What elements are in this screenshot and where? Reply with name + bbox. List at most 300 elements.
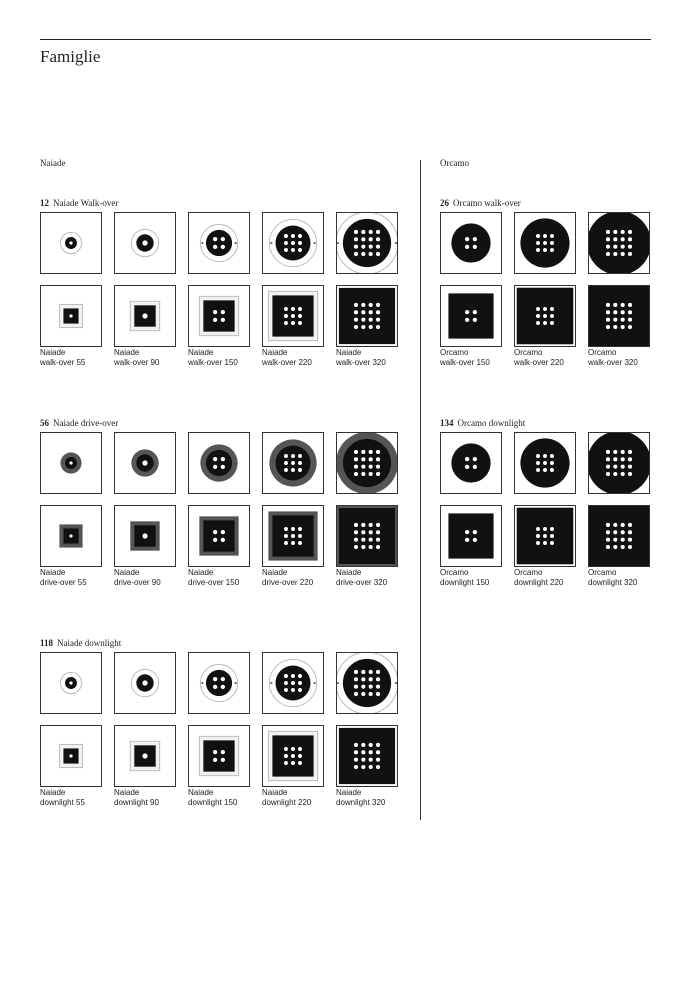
led-dot xyxy=(606,545,610,549)
product-name: Naiade xyxy=(188,788,214,797)
led-dot xyxy=(628,530,632,534)
led-dot xyxy=(291,681,295,685)
led-dot xyxy=(369,685,373,689)
led-dot xyxy=(361,692,365,696)
led-dot xyxy=(628,252,632,256)
led-dot xyxy=(606,538,610,542)
product-image-round xyxy=(40,652,102,714)
led-dot xyxy=(221,685,225,689)
led-dot xyxy=(543,241,547,245)
fixture-drawing xyxy=(263,653,323,713)
led-dot xyxy=(613,538,617,542)
product-image-square xyxy=(336,505,398,567)
section-title xyxy=(440,418,525,428)
fixture-body xyxy=(339,288,395,344)
led-dot xyxy=(628,325,632,329)
led-dot xyxy=(369,750,373,754)
led-dot xyxy=(284,674,288,678)
fixture-body xyxy=(589,213,649,273)
led-dot xyxy=(213,237,217,241)
fixture-drawing xyxy=(441,213,501,273)
product-caption xyxy=(440,568,510,588)
led-dot xyxy=(354,545,358,549)
led-dot xyxy=(291,761,295,765)
product-image-round xyxy=(336,212,398,274)
led-dot xyxy=(613,457,617,461)
led-dot xyxy=(613,310,617,314)
led-dot xyxy=(284,461,288,465)
product-variant: walk-over 320 xyxy=(588,358,638,367)
led-dot xyxy=(536,454,540,458)
led-dot xyxy=(221,310,225,314)
led-dot xyxy=(543,534,547,538)
led-dot xyxy=(543,234,547,238)
led-dot xyxy=(606,472,610,476)
product-name: Naiade xyxy=(40,788,66,797)
led-dot xyxy=(376,318,380,322)
led-dot xyxy=(376,685,380,689)
led-dot xyxy=(543,454,547,458)
led-dot xyxy=(361,685,365,689)
led-dot xyxy=(628,303,632,307)
fixture-body xyxy=(206,230,232,256)
product-variant: walk-over 55 xyxy=(40,358,86,367)
fixture-drawing xyxy=(189,286,249,346)
product-image-square xyxy=(262,285,324,347)
led-dot xyxy=(628,230,632,234)
led-dot xyxy=(291,674,295,678)
led-dot xyxy=(465,310,469,314)
fixture-body xyxy=(448,513,493,558)
led-dot xyxy=(291,534,295,538)
led-dot xyxy=(284,468,288,472)
fixture-drawing xyxy=(115,653,175,713)
led-dot xyxy=(284,527,288,531)
section-name: Naiade downlight xyxy=(57,638,122,648)
product-caption xyxy=(336,788,406,808)
fixture-body xyxy=(203,300,234,331)
led-dot xyxy=(354,472,358,476)
led-dot xyxy=(550,454,554,458)
led-dot xyxy=(473,318,477,322)
led-dot xyxy=(613,230,617,234)
screw-dot xyxy=(314,682,316,684)
product-image-square xyxy=(440,505,502,567)
fixture-body xyxy=(589,286,649,346)
led-dot xyxy=(213,677,217,681)
led-dot xyxy=(284,314,288,318)
led-dot xyxy=(376,743,380,747)
led-dot xyxy=(69,461,72,464)
product-caption xyxy=(114,788,184,808)
led-dot xyxy=(361,237,365,241)
product-name: Orcamo xyxy=(588,348,617,357)
led-dot xyxy=(465,457,469,461)
fixture-body xyxy=(203,520,234,551)
led-dot xyxy=(369,450,373,454)
fixture-drawing xyxy=(589,286,649,346)
led-dot xyxy=(550,541,554,545)
led-dot xyxy=(536,534,540,538)
led-dot xyxy=(298,248,302,252)
fixture-body xyxy=(343,219,391,267)
led-dot xyxy=(221,245,225,249)
led-dot xyxy=(284,454,288,458)
product-variant: downlight 320 xyxy=(336,798,386,807)
led-dot xyxy=(69,534,72,537)
fixture-drawing xyxy=(41,653,101,713)
led-dot xyxy=(369,530,373,534)
led-dot xyxy=(369,230,373,234)
led-dot xyxy=(142,313,147,318)
led-dot xyxy=(291,461,295,465)
led-dot xyxy=(628,450,632,454)
led-dot xyxy=(376,765,380,769)
family-label-naiade: Naiade xyxy=(40,158,66,168)
led-dot xyxy=(291,234,295,238)
led-dot xyxy=(298,541,302,545)
led-dot xyxy=(621,325,625,329)
led-dot xyxy=(291,241,295,245)
product-image-round xyxy=(514,432,576,494)
led-dot xyxy=(543,314,547,318)
led-dot xyxy=(550,527,554,531)
product-variant: drive-over 150 xyxy=(188,578,240,587)
top-rule xyxy=(40,39,651,40)
led-dot xyxy=(361,538,365,542)
led-dot xyxy=(369,743,373,747)
fixture-drawing xyxy=(41,286,101,346)
led-dot xyxy=(613,530,617,534)
product-name: Orcamo xyxy=(514,348,543,357)
led-dot xyxy=(376,457,380,461)
led-dot xyxy=(621,530,625,534)
led-dot xyxy=(284,534,288,538)
led-dot xyxy=(354,538,358,542)
fixture-body xyxy=(206,450,232,476)
product-image-round xyxy=(188,212,250,274)
fixture-drawing xyxy=(189,213,249,273)
led-dot xyxy=(550,307,554,311)
led-dot xyxy=(376,692,380,696)
led-dot xyxy=(376,303,380,307)
led-dot xyxy=(613,465,617,469)
led-dot xyxy=(369,692,373,696)
led-dot xyxy=(465,465,469,469)
led-dot xyxy=(298,534,302,538)
product-image-square xyxy=(514,505,576,567)
led-dot xyxy=(361,523,365,527)
led-dot xyxy=(298,527,302,531)
product-caption xyxy=(262,568,332,588)
product-caption xyxy=(40,788,110,808)
fixture-drawing xyxy=(515,433,575,493)
product-caption xyxy=(114,348,184,368)
led-dot xyxy=(291,747,295,751)
led-dot xyxy=(221,758,225,762)
fixture-drawing xyxy=(115,726,175,786)
fixture-body xyxy=(343,659,391,707)
led-dot xyxy=(221,457,225,461)
led-dot xyxy=(361,530,365,534)
product-image-round xyxy=(40,432,102,494)
led-dot xyxy=(473,237,477,241)
product-variant: walk-over 220 xyxy=(262,358,312,367)
led-dot xyxy=(376,230,380,234)
led-dot xyxy=(298,761,302,765)
led-dot xyxy=(291,527,295,531)
product-image-round xyxy=(262,432,324,494)
led-dot xyxy=(354,750,358,754)
led-dot xyxy=(284,747,288,751)
led-dot xyxy=(298,241,302,245)
led-dot xyxy=(284,754,288,758)
led-dot xyxy=(621,538,625,542)
led-dot xyxy=(543,248,547,252)
product-image-square xyxy=(336,285,398,347)
led-dot xyxy=(291,248,295,252)
led-dot xyxy=(354,530,358,534)
led-dot xyxy=(613,303,617,307)
product-caption xyxy=(188,568,258,588)
led-dot xyxy=(473,245,477,249)
product-name: Naiade xyxy=(114,568,140,577)
product-variant: downlight 150 xyxy=(188,798,238,807)
section-page-number: 134 xyxy=(440,418,454,428)
led-dot xyxy=(376,237,380,241)
led-dot xyxy=(361,670,365,674)
led-dot xyxy=(621,318,625,322)
product-name: Naiade xyxy=(114,348,140,357)
led-dot xyxy=(361,743,365,747)
led-dot xyxy=(628,318,632,322)
fixture-drawing xyxy=(337,213,397,273)
led-dot xyxy=(628,310,632,314)
led-dot xyxy=(613,245,617,249)
led-dot xyxy=(69,754,72,757)
led-dot xyxy=(354,318,358,322)
led-dot xyxy=(376,538,380,542)
led-dot xyxy=(473,530,477,534)
led-dot xyxy=(376,310,380,314)
product-image-square xyxy=(336,725,398,787)
led-dot xyxy=(369,318,373,322)
led-dot xyxy=(550,321,554,325)
product-name: Naiade xyxy=(262,348,288,357)
product-name: Naiade xyxy=(336,788,362,797)
fixture-drawing xyxy=(337,286,397,346)
led-dot xyxy=(354,325,358,329)
led-dot xyxy=(606,457,610,461)
led-dot xyxy=(550,241,554,245)
led-dot xyxy=(369,457,373,461)
led-dot xyxy=(221,538,225,542)
fixture-drawing xyxy=(589,213,649,273)
led-dot xyxy=(361,457,365,461)
fixture-drawing xyxy=(263,213,323,273)
fixture-drawing xyxy=(189,433,249,493)
led-dot xyxy=(284,248,288,252)
led-dot xyxy=(69,241,72,244)
section-name: Naiade drive-over xyxy=(53,418,119,428)
led-dot xyxy=(354,758,358,762)
led-dot xyxy=(465,538,469,542)
led-dot xyxy=(213,750,217,754)
screw-dot xyxy=(201,682,203,684)
led-dot xyxy=(621,230,625,234)
led-dot xyxy=(628,237,632,241)
led-dot xyxy=(369,765,373,769)
product-image-square xyxy=(114,505,176,567)
product-image-square xyxy=(262,725,324,787)
led-dot xyxy=(361,318,365,322)
section-title xyxy=(40,638,121,648)
product-image-round xyxy=(588,432,650,494)
led-dot xyxy=(354,765,358,769)
product-image-round xyxy=(336,652,398,714)
section-page-number: 26 xyxy=(440,198,449,208)
led-dot xyxy=(473,457,477,461)
product-name: Naiade xyxy=(40,348,66,357)
product-caption xyxy=(588,568,658,588)
led-dot xyxy=(361,677,365,681)
screw-dot xyxy=(270,242,272,244)
fixture-drawing xyxy=(41,506,101,566)
section-name: Orcamo downlight xyxy=(457,418,526,428)
led-dot xyxy=(284,761,288,765)
fixture-drawing xyxy=(337,653,397,713)
product-image-round xyxy=(262,652,324,714)
led-dot xyxy=(628,538,632,542)
led-dot xyxy=(213,758,217,762)
led-dot xyxy=(221,465,225,469)
led-dot xyxy=(284,321,288,325)
led-dot xyxy=(354,457,358,461)
led-dot xyxy=(606,325,610,329)
product-image-round xyxy=(440,212,502,274)
led-dot xyxy=(298,307,302,311)
led-dot xyxy=(221,237,225,241)
led-dot xyxy=(361,750,365,754)
fixture-drawing xyxy=(115,506,175,566)
led-dot xyxy=(613,450,617,454)
led-dot xyxy=(361,245,365,249)
led-dot xyxy=(213,538,217,542)
led-dot xyxy=(606,252,610,256)
led-dot xyxy=(628,465,632,469)
product-caption xyxy=(262,788,332,808)
led-dot xyxy=(354,303,358,307)
fixture-drawing xyxy=(115,213,175,273)
product-image-round xyxy=(188,432,250,494)
led-dot xyxy=(298,468,302,472)
led-dot xyxy=(221,677,225,681)
led-dot xyxy=(550,234,554,238)
product-caption xyxy=(188,348,258,368)
product-name: Naiade xyxy=(114,788,140,797)
fixture-drawing xyxy=(589,506,649,566)
led-dot xyxy=(369,303,373,307)
product-image-round xyxy=(336,432,398,494)
fixture-drawing xyxy=(189,506,249,566)
led-dot xyxy=(536,461,540,465)
led-dot xyxy=(543,307,547,311)
fixture-body xyxy=(451,223,490,262)
screw-dot xyxy=(235,242,237,244)
led-dot xyxy=(536,234,540,238)
section-page-number: 118 xyxy=(40,638,54,648)
led-dot xyxy=(376,530,380,534)
section-page-number: 12 xyxy=(40,198,49,208)
fixture-body xyxy=(206,670,232,696)
led-dot xyxy=(369,245,373,249)
fixture-drawing xyxy=(115,286,175,346)
led-dot xyxy=(361,252,365,256)
led-dot xyxy=(354,245,358,249)
led-dot xyxy=(369,310,373,314)
fixture-drawing xyxy=(515,506,575,566)
product-image-square xyxy=(114,725,176,787)
led-dot xyxy=(213,457,217,461)
led-dot xyxy=(354,685,358,689)
fixture-drawing xyxy=(515,286,575,346)
led-dot xyxy=(369,237,373,241)
product-caption xyxy=(114,568,184,588)
fixture-drawing xyxy=(441,506,501,566)
led-dot xyxy=(291,321,295,325)
led-dot xyxy=(536,241,540,245)
led-dot xyxy=(361,450,365,454)
fixture-drawing xyxy=(41,726,101,786)
led-dot xyxy=(291,314,295,318)
led-dot xyxy=(550,248,554,252)
product-caption xyxy=(262,348,332,368)
product-image-square xyxy=(440,285,502,347)
led-dot xyxy=(291,307,295,311)
product-name: Naiade xyxy=(336,348,362,357)
product-name: Naiade xyxy=(262,788,288,797)
led-dot xyxy=(376,325,380,329)
led-dot xyxy=(291,468,295,472)
led-dot xyxy=(298,321,302,325)
led-dot xyxy=(376,472,380,476)
section-page-number: 56 xyxy=(40,418,49,428)
product-image-square xyxy=(40,725,102,787)
product-variant: downlight 150 xyxy=(440,578,490,587)
fixture-drawing xyxy=(589,433,649,493)
fixture-drawing xyxy=(337,726,397,786)
led-dot xyxy=(606,318,610,322)
led-dot xyxy=(221,530,225,534)
led-dot xyxy=(361,472,365,476)
led-dot xyxy=(361,230,365,234)
led-dot xyxy=(376,252,380,256)
led-dot xyxy=(284,688,288,692)
product-variant: downlight 55 xyxy=(40,798,85,807)
led-dot xyxy=(284,234,288,238)
fixture-drawing xyxy=(41,433,101,493)
led-dot xyxy=(284,681,288,685)
product-variant: drive-over 55 xyxy=(40,578,87,587)
led-dot xyxy=(536,314,540,318)
product-image-round xyxy=(262,212,324,274)
led-dot xyxy=(606,303,610,307)
product-caption xyxy=(336,348,406,368)
led-dot xyxy=(69,314,72,317)
led-dot xyxy=(284,241,288,245)
product-image-round xyxy=(114,652,176,714)
led-dot xyxy=(354,465,358,469)
